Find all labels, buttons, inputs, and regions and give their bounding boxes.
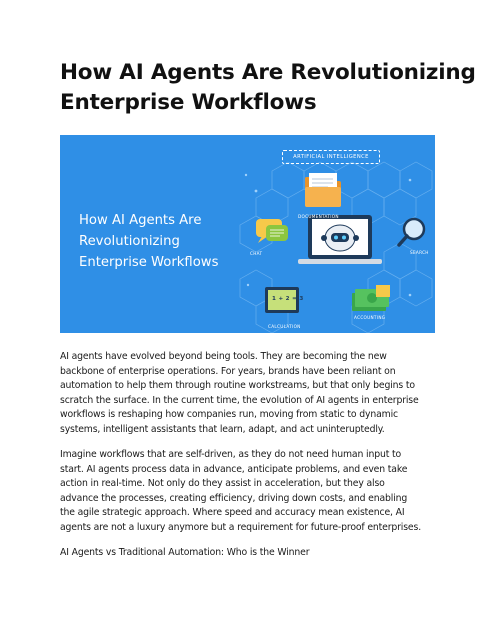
chat-icon	[256, 219, 288, 243]
chat-label: CHAT	[250, 251, 263, 256]
article-title-line-2: Enterprise Workflows	[60, 90, 317, 115]
artificial-intelligence-badge: ARTIFICIAL INTELLIGENCE	[282, 150, 380, 164]
paragraph-line: backbone of enterprise operations. For years, brands have been reliant on	[60, 365, 396, 377]
search-icon	[399, 219, 424, 245]
article-title-line-1: How AI Agents Are Revolutionizing	[60, 60, 476, 85]
paragraph-line: automation to help them through routine workstreams, but that only begins to	[60, 380, 415, 392]
paragraph-line: action in real-time. Not only do they assist in acceleration, but they also	[60, 478, 385, 490]
section-heading	[60, 546, 440, 561]
paragraph-line: start. AI agents process data in advance, anticipate problems, and even take	[60, 463, 408, 475]
calculator-display: 1 + 2 = 3	[272, 296, 304, 302]
hero-banner-image	[60, 135, 435, 333]
paragraph-line: the agile strategic approach. Where speed and accuracy mean existence, AI	[60, 507, 405, 519]
accounting-label: ACCOUNTING	[354, 315, 386, 320]
search-label: SEARCH	[410, 250, 429, 255]
folder-icon	[305, 173, 341, 207]
calculation-label: CALCULATION	[268, 324, 301, 329]
money-icon	[352, 285, 390, 311]
paragraph-line: systems, intelligent assistants that learn, adapt, and act uninteruptedly.	[60, 423, 385, 435]
laptop-robot-icon	[298, 215, 382, 264]
paragraph-intro	[60, 350, 440, 438]
hero-headline-line-1: How AI Agents Are	[79, 213, 202, 228]
documentation-label: DOCUMENTATION	[298, 214, 339, 219]
hero-headline-line-2: Revolutionizing	[79, 234, 180, 249]
article-title	[60, 58, 476, 118]
paragraph-line: advance the processes, creating efficiency, driving down costs, and enabling	[60, 492, 408, 504]
hero-headline	[79, 210, 249, 273]
paragraph-line: Imagine workflows that are self-driven, as they do not need human input to	[60, 449, 402, 460]
paragraph-line: workflows is reshaping how companies run, moving from static to dynamic	[60, 409, 398, 421]
paragraph-line: scratch the surface. In the current time, the evolution of AI agents in enterprise	[60, 394, 419, 406]
paragraph-workflows	[60, 448, 440, 536]
paragraph-line: agents are not a luxury anymore but a requirement for future-proof enterprises.	[60, 521, 421, 533]
section-heading-text: AI Agents vs Traditional Automation: Who is the Winner	[60, 547, 310, 558]
hero-headline-line-3: Enterprise Workflows	[79, 255, 219, 270]
paragraph-line: AI agents have evolved beyond being tools. They are becoming the new	[60, 351, 387, 362]
